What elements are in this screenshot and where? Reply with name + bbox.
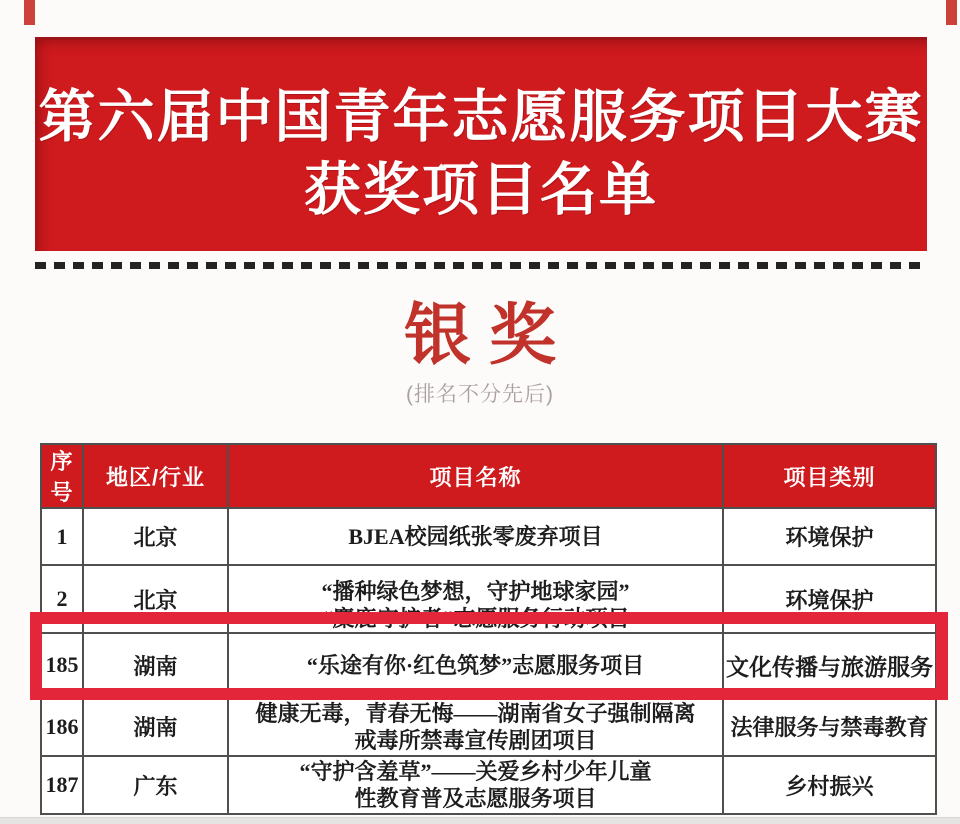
cell-project bbox=[228, 633, 723, 697]
table-row bbox=[41, 697, 936, 756]
bottom-edge-strip bbox=[0, 817, 960, 824]
banner-title-line-2: 获奖项目名单 bbox=[304, 158, 658, 222]
col-header-project: 项目名称 bbox=[228, 444, 723, 508]
project-line: 性教育普及志愿服务项目 bbox=[354, 786, 597, 811]
cell-project bbox=[228, 508, 723, 565]
cell-project bbox=[228, 565, 723, 633]
col-header-category: 项目类别 bbox=[723, 444, 936, 508]
cell-region: 湖南 bbox=[83, 697, 228, 756]
cell-region: 北京 bbox=[83, 565, 228, 633]
col-header-no: 序号 bbox=[41, 444, 83, 508]
col-header-region: 地区/行业 bbox=[83, 444, 228, 508]
cell-category: 环境保护 bbox=[723, 565, 936, 633]
project-line: 戒毒所禁毒宣传剧团项目 bbox=[354, 727, 597, 753]
cell-no: 1 bbox=[41, 508, 83, 565]
awards-table bbox=[40, 443, 937, 815]
cell-no: 186 bbox=[41, 697, 83, 756]
table-row bbox=[41, 565, 936, 633]
banner bbox=[35, 37, 927, 251]
project-line: “守护含羞草”——关爱乡村少年儿童 bbox=[299, 759, 652, 784]
cell-category: 环境保护 bbox=[723, 508, 936, 565]
cell-region: 湖南 bbox=[83, 633, 228, 697]
award-subtitle: (排名不分先后) bbox=[406, 383, 554, 406]
cell-no: 2 bbox=[41, 565, 83, 633]
cell-region: 北京 bbox=[83, 508, 228, 565]
cell-no: 185 bbox=[41, 633, 83, 697]
project-line: 健康无毒，青春无悔——湖南省女子强制隔离 bbox=[255, 700, 696, 726]
cell-category: 乡村振兴 bbox=[723, 756, 936, 814]
table-row bbox=[41, 508, 936, 565]
table-row-highlighted bbox=[41, 633, 936, 697]
table-row bbox=[41, 756, 936, 814]
project-line: “播种绿色梦想，守护地球家园” bbox=[321, 579, 630, 604]
corner-mark-left bbox=[24, 0, 35, 25]
project-line: “麋鹿守护者”志愿服务行动项目 bbox=[321, 606, 630, 631]
award-title: 银奖 bbox=[404, 299, 574, 373]
cell-project bbox=[228, 697, 723, 756]
corner-mark-right bbox=[946, 0, 957, 25]
table-header-row bbox=[41, 444, 936, 508]
cell-region: 广东 bbox=[83, 756, 228, 814]
cell-category: 法律服务与禁毒教育 bbox=[723, 697, 936, 756]
project-line: “乐途有你·红色筑梦”志愿服务项目 bbox=[306, 652, 645, 678]
banner-title-line-1: 第六届中国青年志愿服务项目大赛 bbox=[38, 85, 924, 149]
dashed-divider bbox=[35, 262, 925, 269]
cell-category: 文化传播与旅游服务 bbox=[723, 633, 936, 697]
cell-no: 187 bbox=[41, 756, 83, 814]
project-line: BJEA校园纸张零废弃项目 bbox=[348, 524, 603, 549]
cell-project bbox=[228, 756, 723, 814]
